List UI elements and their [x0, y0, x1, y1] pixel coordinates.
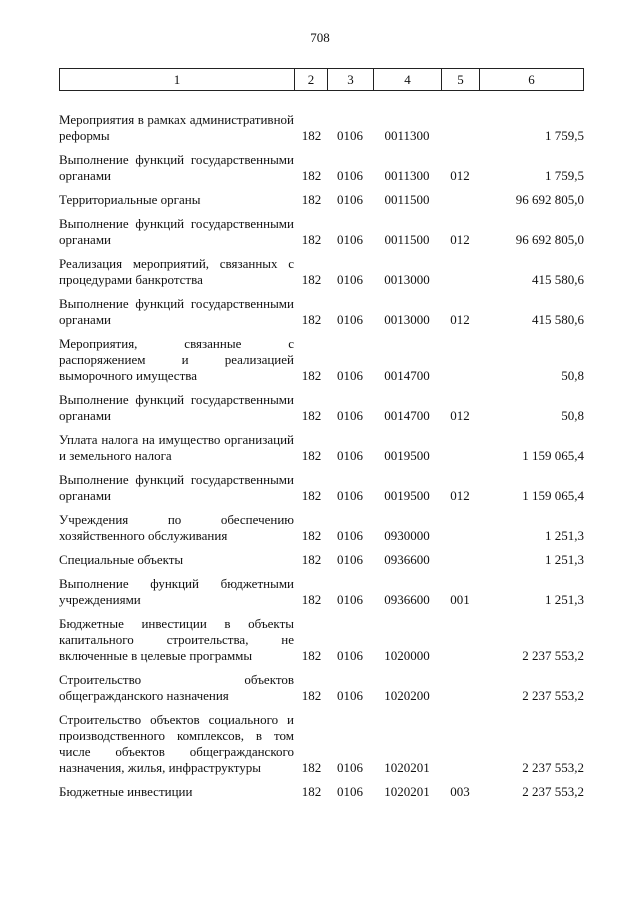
row-col-6: 96 692 805,0 [515, 232, 584, 247]
row-col-3: 0106 [337, 168, 363, 183]
table-row [59, 512, 584, 544]
row-col-4: 0011300 [384, 128, 430, 143]
row-col-2: 182 [301, 408, 322, 423]
row-col-2: 182 [301, 312, 322, 327]
row-col-5: 012 [450, 312, 470, 327]
row-col-2: 182 [301, 272, 322, 287]
row-col-6: 1 759,5 [545, 168, 584, 183]
row-col-3: 0106 [337, 232, 363, 247]
row-col-3: 0106 [337, 552, 363, 567]
row-col-4: 0013000 [384, 312, 430, 327]
row-name: Специальные объекты [59, 552, 184, 567]
row-col-2: 182 [301, 688, 322, 703]
row-col-6: 50,8 [561, 408, 584, 423]
row-col-3: 0106 [337, 272, 363, 287]
table-row [59, 472, 584, 504]
row-col-4: 0930000 [384, 528, 430, 543]
row-col-4: 0014700 [384, 368, 430, 383]
row-name: Уплата налога на имущество организаций и земельного налога [59, 432, 294, 463]
table-header [59, 68, 584, 91]
row-col-3: 0106 [337, 648, 363, 663]
row-col-6: 2 237 553,2 [522, 688, 584, 703]
table-row [59, 152, 584, 184]
header-col-5: 5 [442, 69, 480, 90]
row-col-6: 2 237 553,2 [522, 648, 584, 663]
row-col-5: 012 [450, 408, 470, 423]
row-col-2: 182 [301, 232, 322, 247]
row-name: Мероприятия в рамках административной реформы [59, 112, 294, 143]
row-col-2: 182 [301, 192, 322, 207]
row-col-4: 1020201 [384, 760, 430, 775]
row-col-6: 2 237 553,2 [522, 784, 584, 799]
row-col-2: 182 [301, 592, 322, 607]
row-col-5: 003 [450, 784, 470, 799]
table-row [59, 432, 584, 464]
table-row [59, 336, 584, 384]
row-name: Бюджетные инвестиции [59, 784, 193, 799]
table-row [59, 552, 584, 568]
row-col-6: 1 251,3 [545, 552, 584, 567]
table-row [59, 712, 584, 776]
row-name: Строительство объектов общегражданского назначения [59, 672, 294, 703]
row-col-4: 1020000 [384, 648, 430, 663]
row-col-6: 415 580,6 [532, 312, 584, 327]
row-col-4: 0011300 [384, 168, 430, 183]
row-col-4: 0011500 [384, 232, 430, 247]
row-col-2: 182 [301, 168, 322, 183]
row-col-4: 0019500 [384, 488, 430, 503]
row-col-3: 0106 [337, 192, 363, 207]
row-name: Выполнение функций государственными органами [59, 216, 294, 247]
row-name: Реализация мероприятий, связанных с процедурами банкротства [59, 256, 294, 287]
table-row [59, 112, 584, 144]
table-row [59, 256, 584, 288]
row-name: Выполнение функций государственными органами [59, 152, 294, 183]
row-col-4: 0011500 [384, 192, 430, 207]
row-name: Выполнение функций государственными органами [59, 472, 294, 503]
row-col-5: 012 [450, 232, 470, 247]
row-col-6: 1 251,3 [545, 592, 584, 607]
row-name: Выполнение функций государственными органами [59, 392, 294, 423]
row-name: Мероприятия, связанные с распоряжением и реализацией выморочного имущества [59, 336, 294, 383]
row-col-2: 182 [301, 528, 322, 543]
row-name: Учреждения по обеспечению хозяйственного обслуживания [59, 512, 294, 543]
row-col-3: 0106 [337, 408, 363, 423]
row-col-6: 1 251,3 [545, 528, 584, 543]
table-row [59, 296, 584, 328]
row-col-5: 001 [450, 592, 470, 607]
row-col-2: 182 [301, 552, 322, 567]
row-col-3: 0106 [337, 448, 363, 463]
row-col-6: 1 159 065,4 [522, 488, 584, 503]
table-row [59, 672, 584, 704]
row-col-2: 182 [301, 448, 322, 463]
row-col-3: 0106 [337, 128, 363, 143]
row-col-4: 0014700 [384, 408, 430, 423]
row-col-3: 0106 [337, 592, 363, 607]
row-col-4: 1020200 [384, 688, 430, 703]
table-row [59, 784, 584, 800]
row-col-6: 2 237 553,2 [522, 760, 584, 775]
row-name: Бюджетные инвестиции в объекты капитального строительства, не включенные в целевые программы [59, 616, 294, 663]
row-col-6: 50,8 [561, 368, 584, 383]
row-col-4: 0936600 [384, 592, 430, 607]
row-col-3: 0106 [337, 312, 363, 327]
table-row [59, 616, 584, 664]
row-col-3: 0106 [337, 488, 363, 503]
row-col-4: 0936600 [384, 552, 430, 567]
row-col-6: 1 159 065,4 [522, 448, 584, 463]
header-col-3: 3 [328, 69, 374, 90]
row-col-4: 0019500 [384, 448, 430, 463]
row-name: Строительство объектов социального и производственного комплексов, в том числе объектов общегражданского назначения, жилья, инфраструктуры [59, 712, 294, 775]
row-col-2: 182 [301, 368, 322, 383]
row-col-4: 1020201 [384, 784, 430, 799]
table-row [59, 576, 584, 608]
header-col-6: 6 [528, 71, 535, 87]
row-col-3: 0106 [337, 368, 363, 383]
table-row [59, 192, 584, 208]
header-col-2: 2 [295, 69, 328, 90]
row-name: Территориальные органы [59, 192, 201, 207]
row-col-6: 415 580,6 [532, 272, 584, 287]
row-col-2: 182 [301, 488, 322, 503]
row-col-3: 0106 [337, 688, 363, 703]
row-name: Выполнение функций бюджетными учреждениями [59, 576, 294, 607]
row-col-3: 0106 [337, 760, 363, 775]
row-name: Выполнение функций государственными органами [59, 296, 294, 327]
row-col-3: 0106 [337, 784, 363, 799]
row-col-2: 182 [301, 760, 322, 775]
table-row [59, 216, 584, 248]
table-row [59, 392, 584, 424]
row-col-2: 182 [301, 128, 322, 143]
header-col-4: 4 [374, 69, 442, 90]
row-col-5: 012 [450, 488, 470, 503]
row-col-3: 0106 [337, 528, 363, 543]
row-col-4: 0013000 [384, 272, 430, 287]
page-number: 708 [310, 30, 330, 45]
table-body [59, 112, 584, 808]
row-col-5: 012 [450, 168, 470, 183]
row-col-2: 182 [301, 784, 322, 799]
row-col-2: 182 [301, 648, 322, 663]
row-col-6: 96 692 805,0 [515, 192, 584, 207]
header-col-1: 1 [60, 69, 295, 90]
row-col-6: 1 759,5 [545, 128, 584, 143]
